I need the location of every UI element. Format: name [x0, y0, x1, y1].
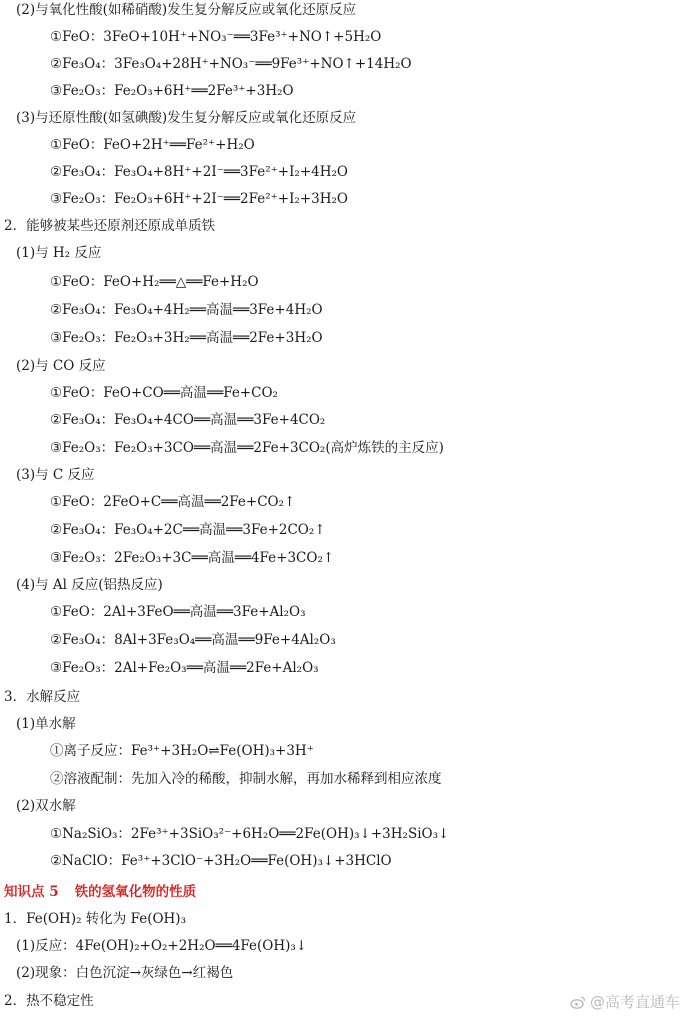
text-line: (2)与 CO 反应: [16, 358, 106, 374]
equation-line: ③Fe₂O₃：2Fe₂O₃+3C══高温══4Fe+3CO₂↑: [50, 550, 335, 566]
equation-line: ②Fe₃O₄：Fe₃O₄+8H⁺+2I⁻══3Fe²⁺+I₂+4H₂O: [50, 164, 348, 180]
text-line: ②溶液配制：先加入冷的稀酸，抑制水解，再加水稀释到相应浓度: [50, 771, 442, 787]
weibo-icon: [570, 995, 586, 1009]
section-heading: 3．水解反应: [4, 689, 81, 705]
equation-line: ②Fe₃O₄：8Al+3Fe₃O₄══高温══9Fe+4Al₂O₃: [50, 632, 336, 648]
text-line: (4)与 Al 反应(铝热反应): [16, 577, 163, 593]
text-line: (1)单水解: [16, 716, 76, 732]
knowledge-point-heading: [4, 882, 196, 902]
equation-line: ②Fe₃O₄：Fe₃O₄+4CO══高温══3Fe+4CO₂: [50, 412, 326, 428]
text-line: (1)与 H₂ 反应: [16, 245, 102, 261]
equation-line: ①FeO：2Al+3FeO══高温══3Fe+Al₂O₃: [50, 604, 306, 620]
equation-line: ③Fe₂O₃：2Al+Fe₂O₃══高温══2Fe+Al₂O₃: [50, 660, 319, 676]
equation-line: ③Fe₂O₃：Fe₂O₃+3H₂══高温══2Fe+3H₂O: [50, 330, 323, 346]
equation-line: ②Fe₃O₄：3Fe₃O₄+28H⁺+NO₃⁻══9Fe³⁺+NO↑+14H₂O: [50, 56, 412, 72]
text-line: (2)现象：白色沉淀→灰绿色→红褐色: [16, 965, 234, 981]
equation-line: ③Fe₂O₃：Fe₂O₃+6H⁺+2I⁻══2Fe²⁺+I₂+3H₂O: [50, 191, 348, 207]
watermark-text: @高考直通车: [589, 993, 680, 1011]
equation-line: ③Fe₂O₃：Fe₂O₃+6H⁺══2Fe³⁺+3H₂O: [50, 83, 294, 99]
equation-line: ②NaClO：Fe³⁺+3ClO⁻+3H₂O══Fe(OH)₃↓+3HClO: [50, 853, 392, 869]
text-line: (2)与氧化性酸(如稀硝酸)发生复分解反应或氧化还原反应: [16, 2, 357, 18]
equation-line: ③Fe₂O₃：Fe₂O₃+3CO══高温══2Fe+3CO₂(高炉炼铁的主反应): [50, 440, 444, 456]
equation-line: ①FeO：FeO+2H⁺══Fe²⁺+H₂O: [50, 137, 255, 153]
watermark: [570, 991, 680, 1012]
knowledge-point-label: 知识点 5: [4, 884, 59, 900]
equation-line: ②Fe₃O₄：Fe₃O₄+2C══高温══3Fe+2CO₂↑: [50, 522, 326, 538]
equation-line: ①离子反应：Fe³⁺+3H₂O⇌Fe(OH)₃+3H⁺: [50, 743, 314, 759]
text-line: (1)反应：4Fe(OH)₂+O₂+2H₂O══4Fe(OH)₃↓: [16, 938, 308, 954]
equation-line: ①FeO：FeO+CO══高温══Fe+CO₂: [50, 385, 278, 401]
text-line: (2)双水解: [16, 798, 76, 814]
equation-line: ②Fe₃O₄：Fe₃O₄+4H₂══高温══3Fe+4H₂O: [50, 302, 323, 318]
knowledge-point-title: 铁的氢氧化物的性质: [74, 884, 197, 900]
section-heading: 2．能够被某些还原剂还原成单质铁: [4, 218, 216, 234]
section-heading: 2．热不稳定性: [4, 993, 94, 1009]
section-heading: 1．Fe(OH)₂ 转化为 Fe(OH)₃: [4, 911, 186, 927]
equation-line: ①Na₂SiO₃：2Fe³⁺+3SiO₃²⁻+6H₂O══2Fe(OH)₃↓+3H₂SiO₃↓: [50, 826, 450, 842]
text-line: (3)与 C 反应: [16, 467, 95, 483]
text-line: (3)与还原性酸(如氢碘酸)发生复分解反应或氧化还原反应: [16, 110, 357, 126]
equation-line: ①FeO：FeO+H₂══△══Fe+H₂O: [50, 274, 259, 290]
equation-line: ①FeO：2FeO+C══高温══2Fe+CO₂↑: [50, 494, 296, 510]
equation-line: ①FeO：3FeO+10H⁺+NO₃⁻══3Fe³⁺+NO↑+5H₂O: [50, 29, 382, 45]
